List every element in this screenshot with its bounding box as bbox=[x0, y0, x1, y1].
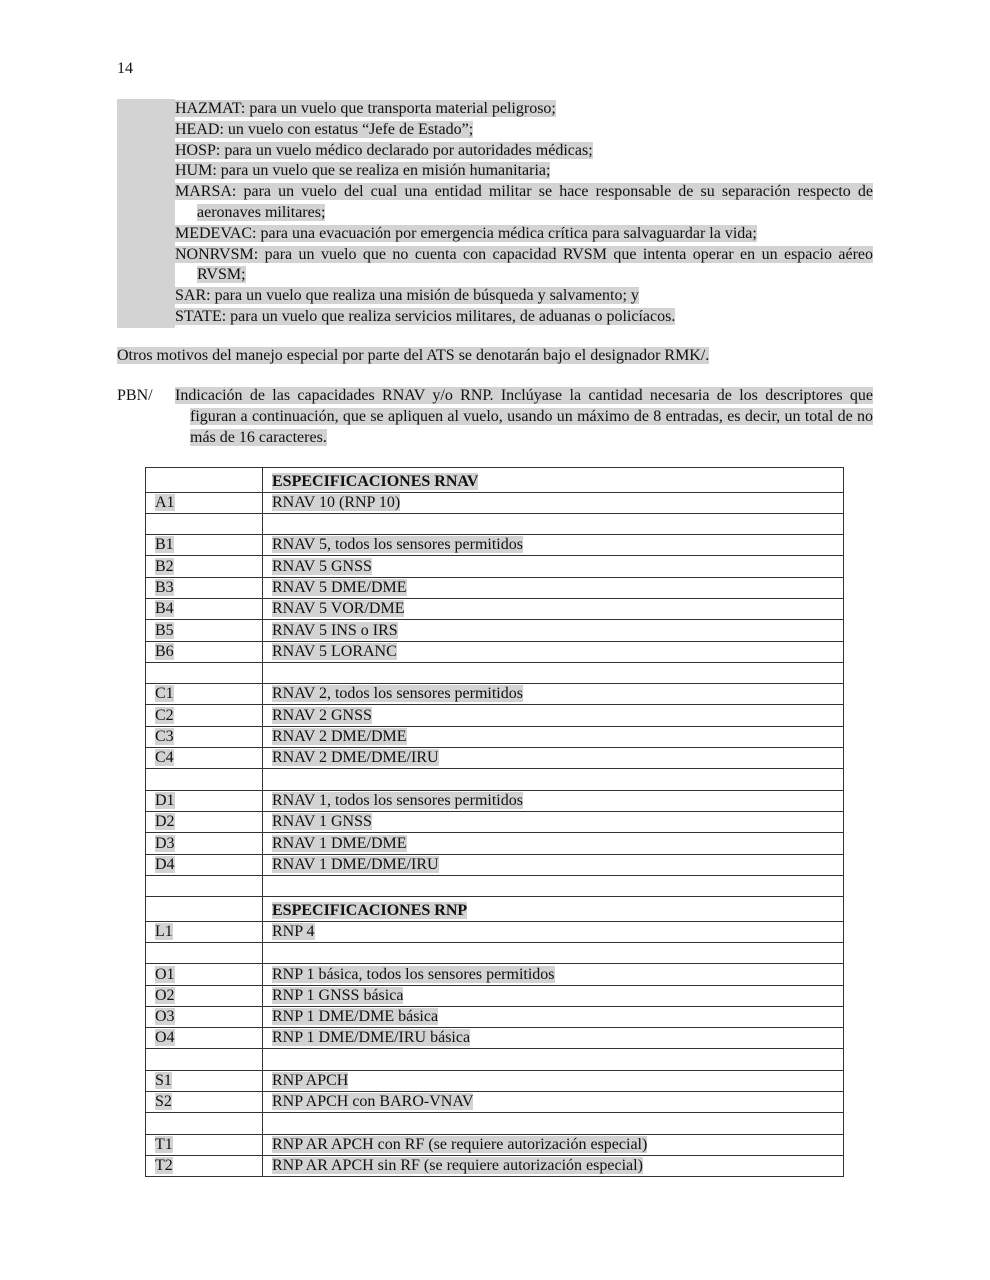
table-row bbox=[146, 662, 844, 683]
table-row bbox=[146, 748, 844, 769]
table-row bbox=[146, 1134, 844, 1155]
description-text: RNAV 5 INS o IRS bbox=[272, 621, 398, 639]
table-row bbox=[146, 726, 844, 747]
code-cell bbox=[146, 492, 263, 513]
code-item-text bbox=[175, 307, 873, 328]
code-text: O2 bbox=[155, 986, 175, 1004]
description-cell bbox=[263, 1134, 844, 1155]
description-cell bbox=[263, 468, 844, 493]
table-row bbox=[146, 577, 844, 598]
code-text: D1 bbox=[155, 791, 175, 809]
table-row bbox=[146, 985, 844, 1006]
table-row bbox=[146, 769, 844, 790]
description-cell bbox=[263, 598, 844, 619]
code-cell bbox=[146, 726, 263, 747]
description-text: ESPECIFICACIONES RNP bbox=[272, 901, 468, 919]
description-text: RNAV 2, todos los sensores permitidos bbox=[272, 685, 523, 703]
description-text: RNP APCH con BARO-VNAV bbox=[272, 1093, 474, 1111]
description-cell bbox=[263, 985, 844, 1006]
description-text: RNAV 5 VOR/DME bbox=[272, 600, 405, 618]
description-text: RNAV 5 GNSS bbox=[272, 557, 372, 575]
description-cell bbox=[263, 811, 844, 832]
table-row bbox=[146, 1049, 844, 1070]
code-cell bbox=[146, 556, 263, 577]
description-cell bbox=[263, 1155, 844, 1176]
code-item bbox=[117, 245, 873, 287]
code-cell bbox=[146, 1134, 263, 1155]
code-item-label: HUM: para un vuelo que se realiza en misión humanitaria; bbox=[175, 162, 551, 180]
code-cell bbox=[146, 1113, 263, 1134]
code-cell bbox=[146, 1155, 263, 1176]
code-cell bbox=[146, 921, 263, 942]
description-cell bbox=[263, 1028, 844, 1049]
code-item-label: NONRVSM: para un vuelo que no cuenta con capacidad RVSM que intenta operar en un espacio aéreo RVSM; bbox=[175, 245, 873, 284]
description-text: RNP 1 básica, todos los sensores permitidos bbox=[272, 965, 555, 983]
code-text: O3 bbox=[155, 1008, 175, 1026]
code-item-text bbox=[175, 224, 873, 245]
code-text: D2 bbox=[155, 813, 175, 831]
code-text: C4 bbox=[155, 749, 174, 767]
code-text: C3 bbox=[155, 728, 174, 746]
code-item-text bbox=[175, 182, 873, 224]
code-text: B2 bbox=[155, 557, 174, 575]
code-cell bbox=[146, 1092, 263, 1113]
description-cell bbox=[263, 577, 844, 598]
description-text: RNAV 10 (RNP 10) bbox=[272, 493, 401, 511]
description-text: RNAV 1 GNSS bbox=[272, 813, 372, 831]
code-cell bbox=[146, 513, 263, 534]
code-item-text bbox=[175, 99, 873, 120]
description-cell bbox=[263, 921, 844, 942]
code-item bbox=[117, 182, 873, 224]
table-section-header bbox=[146, 468, 844, 493]
code-cell bbox=[146, 620, 263, 641]
table-row bbox=[146, 1155, 844, 1176]
code-cell bbox=[146, 769, 263, 790]
description-cell bbox=[263, 854, 844, 875]
code-cell bbox=[146, 985, 263, 1006]
description-text: ESPECIFICACIONES RNAV bbox=[272, 472, 479, 490]
code-text: O4 bbox=[155, 1029, 175, 1047]
description-text: RNP 1 GNSS básica bbox=[272, 986, 404, 1004]
code-item-label: SAR: para un vuelo que realiza una misión de búsqueda y salvamento; y bbox=[175, 287, 639, 305]
code-cell bbox=[146, 705, 263, 726]
description-cell bbox=[263, 748, 844, 769]
table-row bbox=[146, 513, 844, 534]
table-row bbox=[146, 1092, 844, 1113]
code-item bbox=[117, 120, 873, 141]
code-text: B6 bbox=[155, 642, 174, 660]
description-text: RNAV 2 DME/DME/IRU bbox=[272, 749, 439, 767]
code-text: D3 bbox=[155, 834, 175, 852]
code-cell bbox=[146, 641, 263, 662]
code-item-indent bbox=[117, 141, 175, 162]
code-item-indent bbox=[117, 120, 175, 141]
description-cell bbox=[263, 1070, 844, 1091]
pbn-descriptors-table bbox=[145, 467, 844, 1177]
code-item-indent bbox=[117, 182, 175, 224]
code-text: B3 bbox=[155, 578, 174, 596]
code-text: L1 bbox=[155, 922, 173, 940]
table-row bbox=[146, 833, 844, 854]
description-text: RNAV 5 DME/DME bbox=[272, 578, 407, 596]
table-row bbox=[146, 1028, 844, 1049]
code-cell bbox=[146, 854, 263, 875]
table-row bbox=[146, 620, 844, 641]
table-row bbox=[146, 535, 844, 556]
code-item-text bbox=[175, 161, 873, 182]
code-item-indent bbox=[117, 99, 175, 120]
code-item-label: HEAD: un vuelo con estatus “Jefe de Estado”; bbox=[175, 120, 474, 138]
code-text: B5 bbox=[155, 621, 174, 639]
code-item-label: HOSP: para un vuelo médico declarado por autoridades médicas; bbox=[175, 141, 593, 159]
description-cell bbox=[263, 705, 844, 726]
code-cell bbox=[146, 598, 263, 619]
table-row bbox=[146, 854, 844, 875]
code-cell bbox=[146, 684, 263, 705]
table-row bbox=[146, 964, 844, 985]
pbn-text: Indicación de las capacidades RNAV y/o RNP. Inclúyase la cantidad necesaria de los descriptores que figuran a continuación, que se apliquen al vuelo, usando un máximo de 8 entradas, es decir, un total de no más de 16 caracteres. bbox=[175, 387, 873, 446]
description-cell bbox=[263, 942, 844, 963]
code-text: S1 bbox=[155, 1072, 172, 1090]
description-cell bbox=[263, 1092, 844, 1113]
code-item-indent bbox=[117, 286, 175, 307]
code-item bbox=[117, 224, 873, 245]
rmk-note-text: Otros motivos del manejo especial por parte del ATS se denotarán bajo el designador RMK/. bbox=[117, 347, 710, 364]
description-cell bbox=[263, 662, 844, 683]
description-text: RNAV 2 DME/DME bbox=[272, 728, 407, 746]
code-item-label: MEDEVAC: para una evacuación por emergencia médica crítica para salvaguardar la vida; bbox=[175, 224, 757, 242]
code-text: S2 bbox=[155, 1093, 172, 1111]
code-item bbox=[117, 99, 873, 120]
table-row bbox=[146, 1070, 844, 1091]
code-cell bbox=[146, 1006, 263, 1027]
description-text: RNP APCH bbox=[272, 1072, 349, 1090]
code-cell bbox=[146, 811, 263, 832]
description-text: RNP AR APCH con RF (se requiere autorización especial) bbox=[272, 1135, 648, 1153]
table-row bbox=[146, 942, 844, 963]
code-text: A1 bbox=[155, 493, 175, 511]
code-item bbox=[117, 161, 873, 182]
description-cell bbox=[263, 833, 844, 854]
description-cell bbox=[263, 875, 844, 896]
pbn-label: PBN/ bbox=[117, 387, 153, 404]
code-text: T1 bbox=[155, 1135, 173, 1153]
code-text: T2 bbox=[155, 1157, 173, 1175]
code-text: B4 bbox=[155, 600, 174, 618]
description-cell bbox=[263, 1006, 844, 1027]
description-cell bbox=[263, 641, 844, 662]
code-item-indent bbox=[117, 161, 175, 182]
description-cell bbox=[263, 684, 844, 705]
description-text: RNAV 1, todos los sensores permitidos bbox=[272, 791, 523, 809]
description-cell bbox=[263, 790, 844, 811]
description-text: RNAV 2 GNSS bbox=[272, 706, 372, 724]
code-cell bbox=[146, 577, 263, 598]
code-text: B1 bbox=[155, 536, 174, 554]
table-row bbox=[146, 875, 844, 896]
description-text: RNAV 5, todos los sensores permitidos bbox=[272, 536, 523, 554]
table-row bbox=[146, 492, 844, 513]
code-cell bbox=[146, 942, 263, 963]
special-handling-codes-list bbox=[117, 99, 873, 328]
code-text: D4 bbox=[155, 855, 175, 873]
table-row bbox=[146, 811, 844, 832]
code-item-text bbox=[175, 286, 873, 307]
description-text: RNAV 1 DME/DME bbox=[272, 834, 407, 852]
code-item-label: HAZMAT: para un vuelo que transporta material peligroso; bbox=[175, 100, 556, 117]
description-cell bbox=[263, 1049, 844, 1070]
code-cell bbox=[146, 1049, 263, 1070]
description-cell bbox=[263, 620, 844, 641]
table-row bbox=[146, 684, 844, 705]
page-number: 14 bbox=[117, 60, 133, 77]
code-item-indent bbox=[117, 245, 175, 287]
description-text: RNAV 1 DME/DME/IRU bbox=[272, 855, 439, 873]
table-row bbox=[146, 705, 844, 726]
description-text: RNP 1 DME/DME/IRU básica bbox=[272, 1029, 471, 1047]
code-text: O1 bbox=[155, 965, 175, 983]
table-row bbox=[146, 1113, 844, 1134]
description-cell bbox=[263, 1113, 844, 1134]
code-item-indent bbox=[117, 307, 175, 328]
description-cell bbox=[263, 556, 844, 577]
description-text: RNP AR APCH sin RF (se requiere autorización especial) bbox=[272, 1157, 643, 1175]
description-cell bbox=[263, 726, 844, 747]
table-row bbox=[146, 921, 844, 942]
description-cell bbox=[263, 897, 844, 922]
code-item-text bbox=[175, 245, 873, 287]
code-cell bbox=[146, 1028, 263, 1049]
table-row bbox=[146, 556, 844, 577]
code-item-text bbox=[175, 141, 873, 162]
table-row bbox=[146, 598, 844, 619]
code-item bbox=[117, 307, 873, 328]
description-cell bbox=[263, 492, 844, 513]
code-text: C2 bbox=[155, 706, 174, 724]
description-text: RNP 4 bbox=[272, 922, 315, 940]
code-item-label: MARSA: para un vuelo del cual una entidad militar se hace responsable de su separación respecto de aeronaves militares; bbox=[175, 183, 873, 221]
table-section-header bbox=[146, 897, 844, 922]
code-cell bbox=[146, 535, 263, 556]
description-cell bbox=[263, 513, 844, 534]
code-cell bbox=[146, 833, 263, 854]
table-row bbox=[146, 790, 844, 811]
code-cell bbox=[146, 790, 263, 811]
code-item-text bbox=[175, 120, 873, 141]
code-cell bbox=[146, 468, 263, 493]
code-item bbox=[117, 141, 873, 162]
code-cell bbox=[146, 897, 263, 922]
code-item bbox=[117, 286, 873, 307]
rmk-note bbox=[117, 345, 709, 366]
code-item-indent bbox=[117, 224, 175, 245]
pbn-text-block bbox=[175, 386, 873, 448]
code-cell bbox=[146, 964, 263, 985]
description-text: RNP 1 DME/DME básica bbox=[272, 1008, 439, 1026]
table-row bbox=[146, 1006, 844, 1027]
pbn-paragraph bbox=[117, 386, 873, 448]
code-cell bbox=[146, 875, 263, 896]
code-text: C1 bbox=[155, 685, 174, 703]
table-row bbox=[146, 641, 844, 662]
code-item-label: STATE: para un vuelo que realiza servicios militares, de aduanas o policíacos. bbox=[175, 307, 676, 325]
description-cell bbox=[263, 964, 844, 985]
code-cell bbox=[146, 1070, 263, 1091]
code-cell bbox=[146, 662, 263, 683]
description-cell bbox=[263, 769, 844, 790]
description-text: RNAV 5 LORANC bbox=[272, 642, 397, 660]
code-cell bbox=[146, 748, 263, 769]
description-cell bbox=[263, 535, 844, 556]
